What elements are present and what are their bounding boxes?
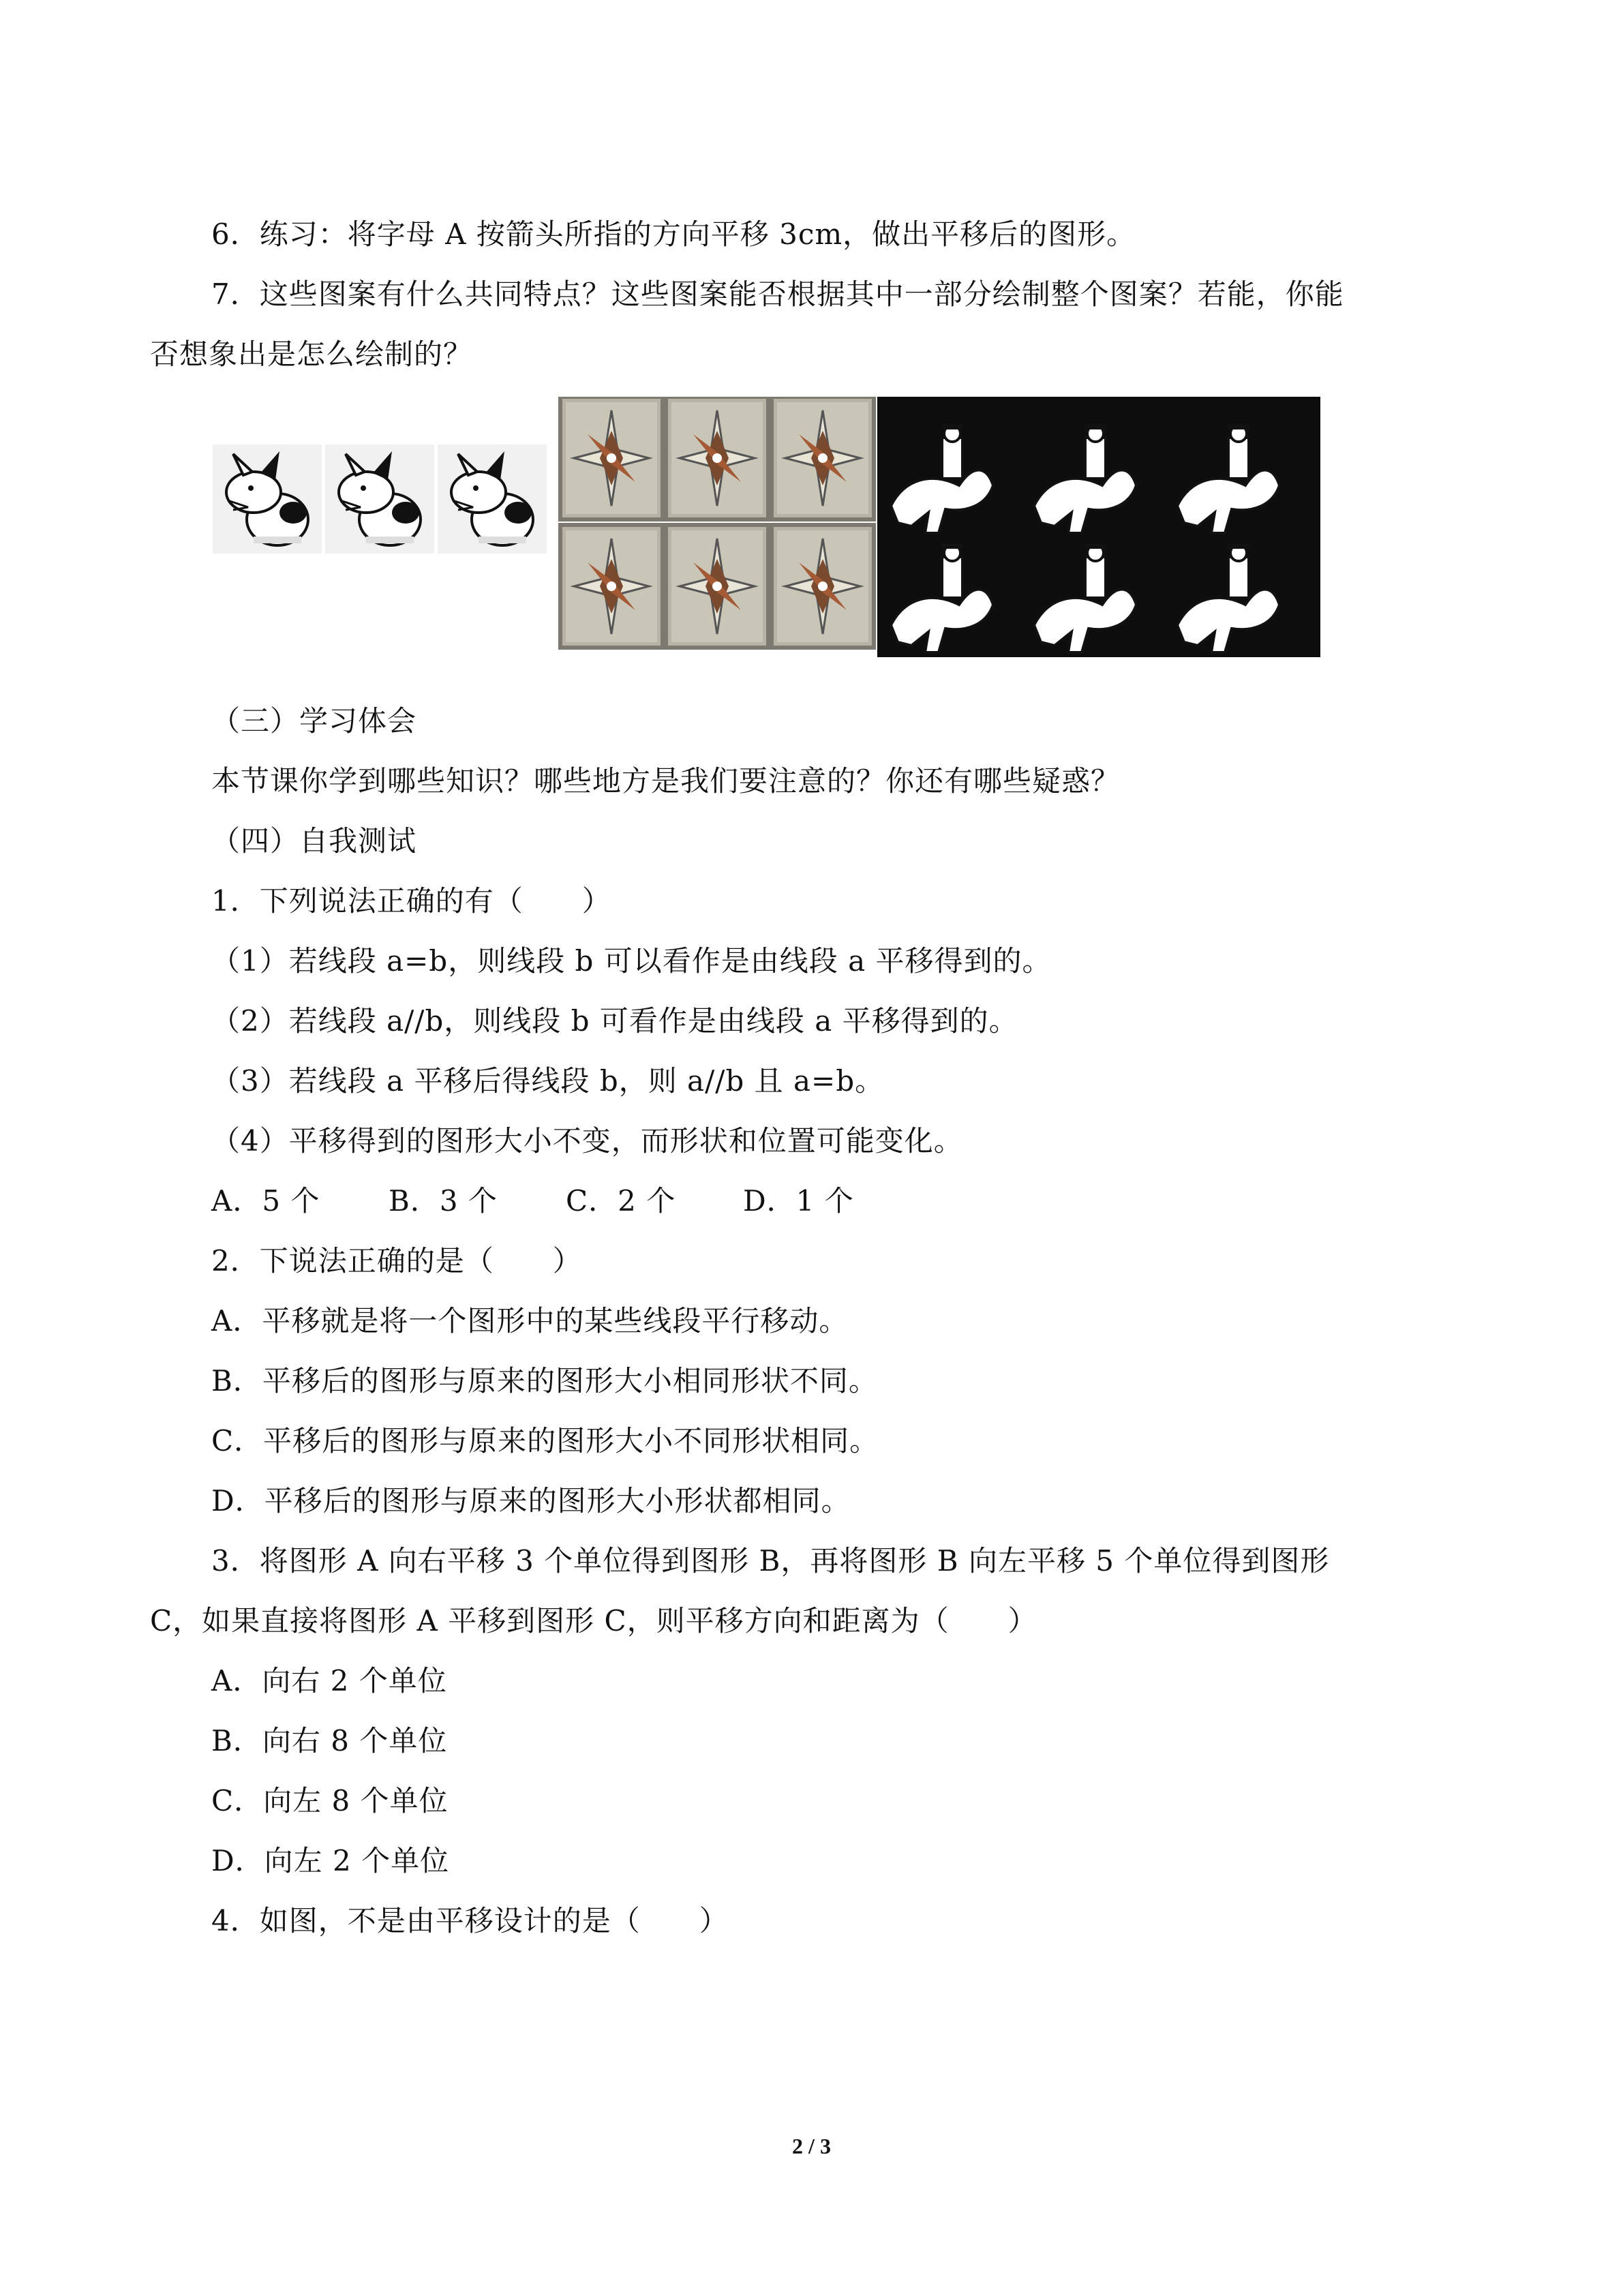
test-3-question-line-1: 3．将图形 A 向右平移 3 个单位得到图形 B，再将图形 B 向左平移 5 个单位得到图形 [211, 1544, 1330, 1577]
test-1-statement-4: （4）平移得到的图形大小不变，而形状和位置可能变化。 [211, 1124, 963, 1158]
test-1-option-a: A．5 个 [211, 1184, 320, 1218]
question-6: 6．练习：将字母 A 按箭头所指的方向平移 3cm，做出平移后的图形。 [211, 217, 1136, 251]
test-2-option-a: A．平移就是将一个图形中的某些线段平行移动。 [211, 1304, 849, 1338]
test-2-option-c: C．平移后的图形与原来的图形大小不同形状相同。 [211, 1424, 879, 1457]
test-1-statement-2: （2）若线段 a//b，则线段 b 可看作是由线段 a 平移得到的。 [211, 1004, 1018, 1038]
test-1-statement-3: （3）若线段 a 平移后得线段 b，则 a//b 且 a=b。 [211, 1064, 885, 1098]
page-number: 2 / 3 [792, 2134, 831, 2158]
test-4-question: 4．如图，不是由平移设计的是（ ） [211, 1904, 729, 1937]
test-3-option-a: A．向右 2 个单位 [211, 1664, 447, 1697]
translation-pattern-figures [213, 397, 1320, 657]
test-1-option-b: B．3 个 [389, 1184, 498, 1218]
test-3-option-b: B．向右 8 个单位 [211, 1724, 448, 1757]
test-1-option-c: C．2 个 [566, 1184, 676, 1218]
test-1-option-d: D．1 个 [743, 1184, 854, 1218]
test-1-statement-1: （1）若线段 a=b，则线段 b 可以看作是由线段 a 平移得到的。 [211, 944, 1052, 978]
question-7-line-1: 7．这些图案有什么共同特点？这些图案能否根据其中一部分绘制整个图案？若能，你能 [211, 277, 1344, 311]
section-3-text: 本节课你学到哪些知识？哪些地方是我们要注意的？你还有哪些疑惑？ [211, 764, 1121, 798]
test-3-option-d: D．向左 2 个单位 [211, 1844, 450, 1877]
section-4-title: （四）自我测试 [211, 824, 417, 858]
test-3-question-line-2: C，如果直接将图形 A 平移到图形 C，则平移方向和距离为（ ） [150, 1604, 1037, 1637]
test-1-question: 1．下列说法正确的有（ ） [211, 884, 611, 918]
section-3-title: （三）学习体会 [211, 704, 417, 738]
test-1-options [211, 1182, 920, 1220]
test-3-option-c: C．向左 8 个单位 [211, 1784, 449, 1817]
test-2-option-d: D．平移后的图形与原来的图形大小形状都相同。 [211, 1484, 851, 1517]
test-2-question: 2．下说法正确的是（ ） [211, 1244, 582, 1278]
test-2-option-b: B．平移后的图形与原来的图形大小相同形状不同。 [211, 1364, 878, 1398]
question-7-line-2: 否想象出是怎么绘制的？ [150, 337, 473, 371]
